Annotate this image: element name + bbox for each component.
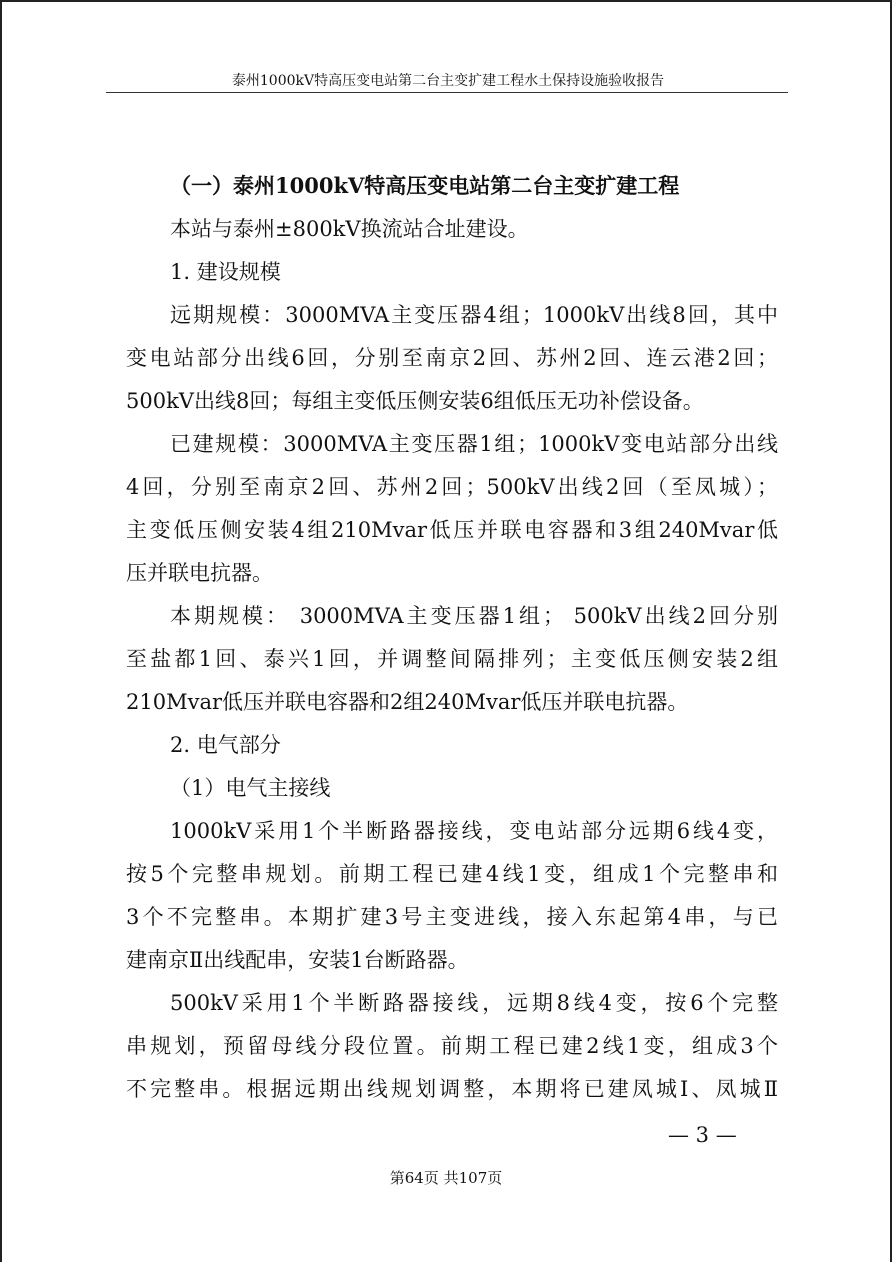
page-frame-top [0, 0, 892, 2]
body-line: 远期规模：3000MVA主变压器4组；1000kV出线8回，其中 [170, 303, 778, 327]
page-number: — 3 — [668, 1123, 737, 1147]
body-line: 至盐都1回、泰兴1回，并调整间隔排列；主变低压侧安装2组 [126, 647, 778, 671]
body-line: 1. 建设规模 [170, 260, 281, 284]
body-line: 1000kV采用1个半断路器接线，变电站部分远期6线4变， [170, 819, 778, 843]
body-line: 本期规模： 3000MVA主变压器1组； 500kV出线2回分别 [170, 604, 778, 628]
body-line: 500kV采用1个半断路器接线，远期8线4变，按6个完整 [170, 991, 778, 1015]
body-line: 压并联电抗器。 [126, 561, 273, 585]
section-heading: （一）泰州1000kV特高压变电站第二台主变扩建工程 [170, 173, 680, 198]
document-body [126, 172, 778, 1118]
body-line: 本站与泰州±800kV换流站合址建设。 [170, 217, 529, 241]
body-line: （1）电气主接线 [170, 776, 331, 800]
body-line: 按5个完整串规划。前期工程已建4线1变，组成1个完整串和 [126, 862, 778, 886]
body-line: 主变低压侧安装4组210Mvar低压并联电容器和3组240Mvar低 [126, 518, 778, 542]
page-footer: 第64页 共107页 [389, 1169, 503, 1187]
body-line: 2. 电气部分 [170, 733, 281, 757]
body-line: 已建规模：3000MVA主变压器1组；1000kV变电站部分出线 [170, 432, 778, 456]
body-line: 变电站部分出线6回，分别至南京2回、苏州2回、连云港2回； [126, 346, 778, 370]
body-line: 500kV出线8回；每组主变低压侧安装6组低压无功补偿设备。 [126, 389, 704, 413]
body-line: 不完整串。根据远期出线规划调整，本期将已建凤城Ⅰ、凤城Ⅱ [126, 1077, 778, 1101]
body-line: 串规划，预留母线分段位置。前期工程已建2线1变，组成3个 [126, 1034, 778, 1058]
body-line: 3个不完整串。本期扩建3号主变进线，接入东起第4串，与已 [126, 905, 778, 929]
body-line: 4回，分别至南京2回、苏州2回；500kV出线2回（至凤城）； [126, 475, 778, 499]
body-line: 建南京Ⅱ出线配串，安装1台断路器。 [126, 948, 469, 972]
header-rule [106, 92, 788, 93]
page-frame-left [0, 0, 2, 1262]
body-line: 210Mvar低压并联电容器和2组240Mvar低压并联电抗器。 [126, 690, 689, 714]
running-header: 泰州1000kV特高压变电站第二台主变扩建工程水土保持设施验收报告 [231, 73, 665, 89]
